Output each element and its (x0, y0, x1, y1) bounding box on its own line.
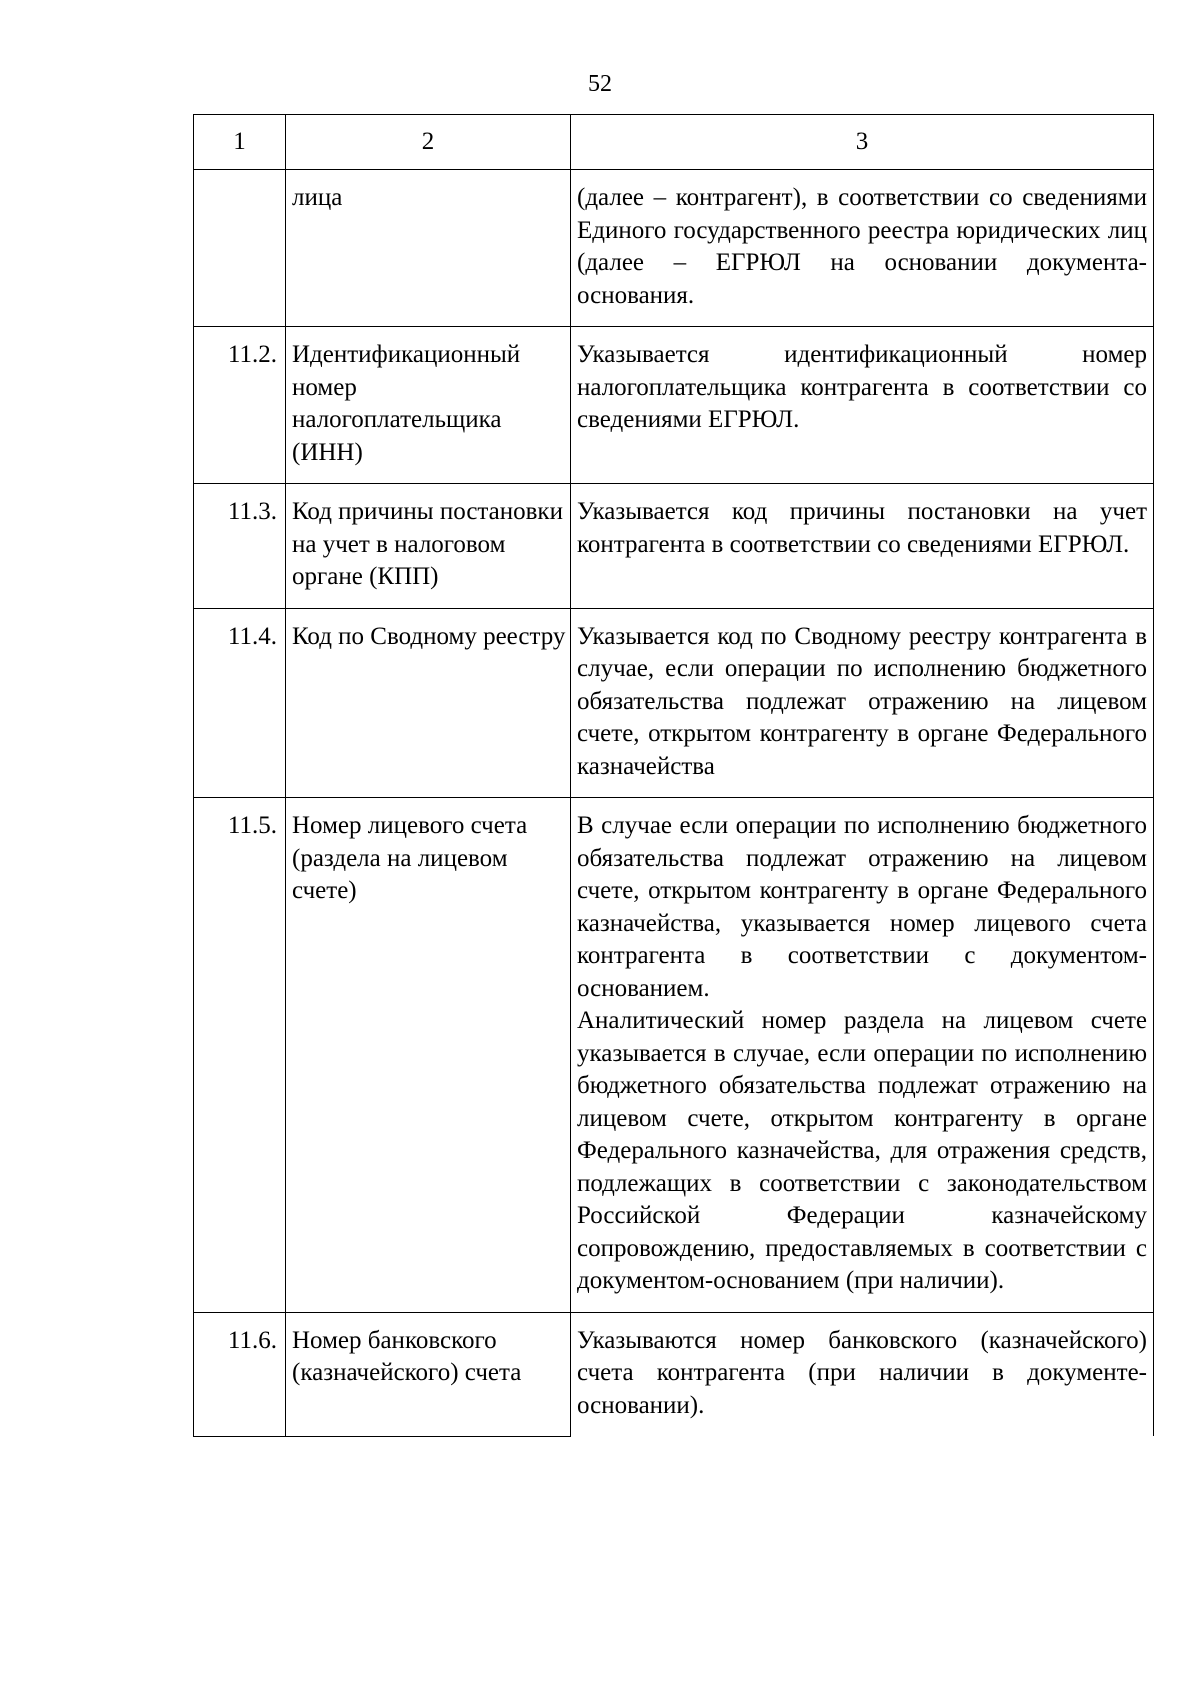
column-header-3: 3 (571, 115, 1154, 170)
field-description (571, 608, 1154, 798)
page-number: 52 (588, 71, 612, 97)
table-row (194, 798, 1154, 1313)
description-paragraph: Указываются номер банковского (казначейского) счета контрагента (при наличии в документе-основании). (577, 1326, 1147, 1419)
field-description (571, 170, 1154, 327)
field-name: Код по Сводному реестру (286, 608, 571, 798)
row-number: 11.4. (194, 608, 286, 798)
requirements-table (193, 114, 1154, 1437)
field-description (571, 1312, 1154, 1436)
column-header-1: 1 (194, 115, 286, 170)
row-number: 11.2. (194, 327, 286, 484)
description-paragraph: Аналитический номер раздела на лицевом счете указывается в случае, если операции по исполнению бюджетного обязательства подлежат отражению на лицевом счете, открытом контрагенту в органе Федерального казначейства, для отражения средств, подлежащих в соответствии с законодательством Российской Федерации казначейскому сопровождению, предоставляемых в соответствии с документом-основанием (при наличии). (577, 1007, 1147, 1294)
description-paragraph: (далее – контрагент), в соответствии со сведениями Единого государственного реестра юридических лиц (далее – ЕГРЮЛ на основании документа-основания. (577, 184, 1147, 309)
field-name: Код причины постановки на учет в налоговом органе (КПП) (286, 484, 571, 609)
description-paragraph: Указывается код по Сводному реестру контрагента в случае, если операции по исполнению бюджетного обязательства подлежат отражению на лицевом счете, открытом контрагенту в органе Федерального казначейства (577, 622, 1147, 780)
description-paragraph: Указывается код причины постановки на учет контрагента в соответствии со сведениями ЕГРЮЛ. (577, 498, 1147, 558)
table-row (194, 484, 1154, 609)
table-row (194, 327, 1154, 484)
field-name: Идентификационный номер налогоплательщика (ИНН) (286, 327, 571, 484)
field-name: Номер банковского (казначейского) счета (286, 1312, 571, 1436)
description-paragraph: Указывается идентификационный номер налогоплательщика контрагента в соответствии со сведениями ЕГРЮЛ. (577, 341, 1147, 433)
table-row (194, 1312, 1154, 1436)
row-number (194, 170, 286, 327)
row-number: 11.5. (194, 798, 286, 1313)
field-name: Номер лицевого счета (раздела на лицевом счете) (286, 798, 571, 1313)
document-table-wrapper (193, 114, 1153, 1437)
column-header-2: 2 (286, 115, 571, 170)
row-number: 11.3. (194, 484, 286, 609)
table-row (194, 608, 1154, 798)
field-name: лица (286, 170, 571, 327)
description-paragraph: В случае если операции по исполнению бюджетного обязательства подлежат отражению на лицевом счете, открытом контрагенту в органе Федерального казначейства, указывается номер лицевого счета контрагента в соответствии с документом-основанием. (577, 812, 1147, 1002)
field-description (571, 484, 1154, 609)
row-number: 11.6. (194, 1312, 286, 1436)
field-description (571, 327, 1154, 484)
table-header-row (194, 115, 1154, 170)
table-row (194, 170, 1154, 327)
field-description (571, 798, 1154, 1313)
